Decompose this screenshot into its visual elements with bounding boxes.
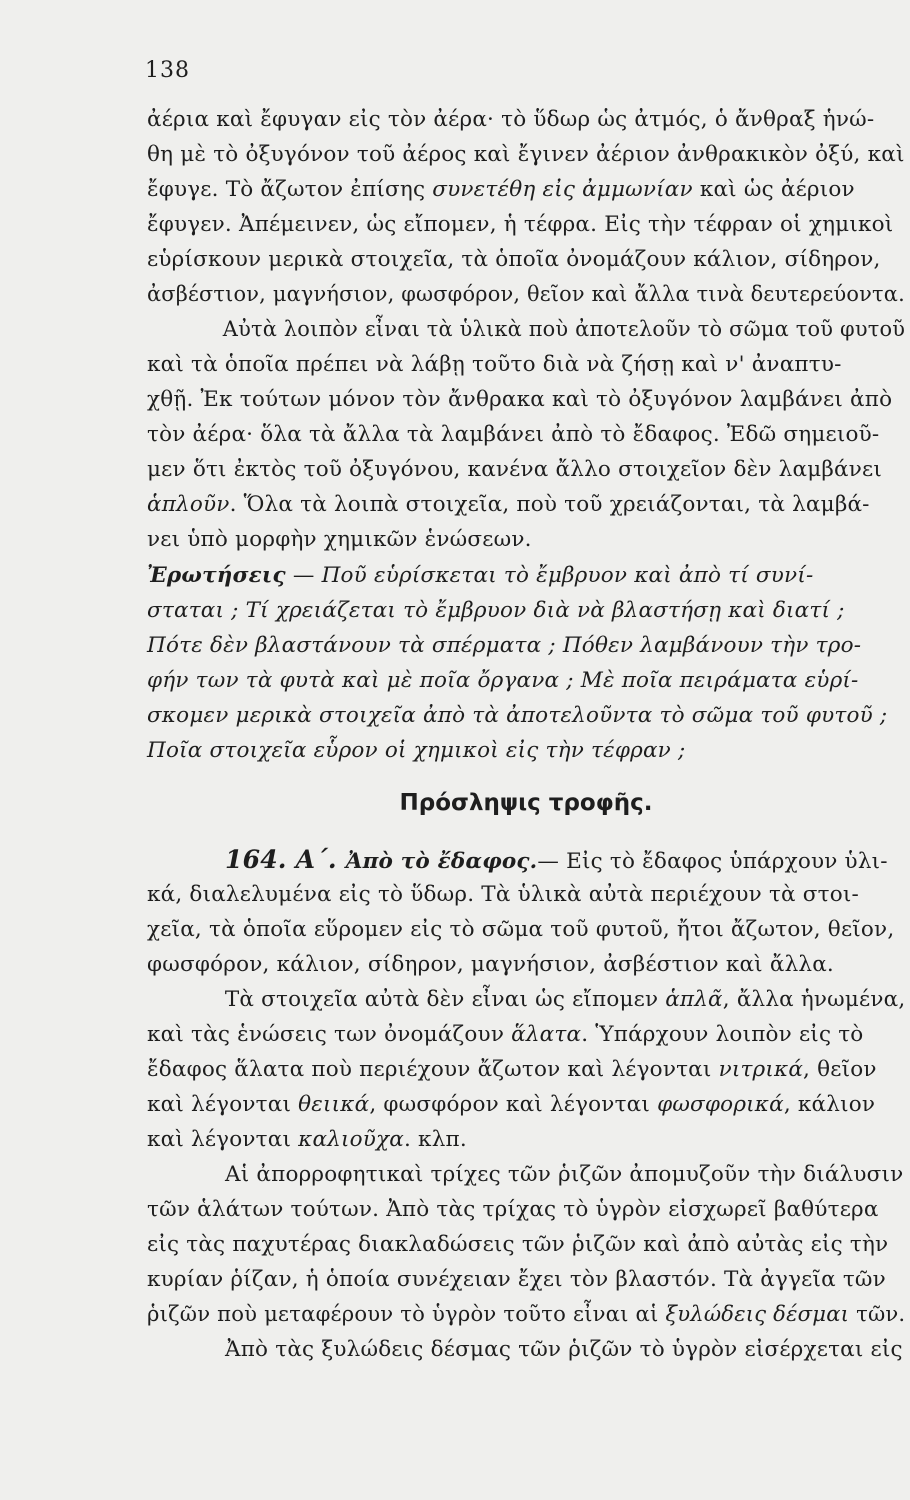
text-line: χεῖα, τὰ ὁποῖα εὕρομεν εἰς τὸ σῶμα τοῦ φυτοῦ, ἤτοι ἄζωτον, θεῖον, (147, 917, 895, 942)
questions-line: Πότε δὲν βλαστάνουν τὰ σπέρματα ; Πόθεν λαμβάνουν τὴν τρο- (147, 633, 862, 658)
text-line: ἔδαφος ἅλατα ποὺ περιέχουν ἄζωτον καὶ λέγονται νιτρικά, θεῖον (147, 1057, 877, 1082)
questions-label: Ἐρωτήσεις (147, 563, 286, 588)
text-line: καὶ λέγονται καλιοῦχα. κλπ. (147, 1127, 467, 1152)
text-line: ἔφυγε. Τὸ ἄζωτον ἐπίσης συνετέθη εἰς ἀμμωνίαν καὶ ὡς ἀέριον (147, 177, 855, 202)
text-line: τὸν ἀέρα· ὅλα τὰ ἄλλα τὰ λαμβάνει ἀπὸ τὸ ἔδαφος. Ἐδῶ σημειοῦ- (147, 422, 880, 447)
text-line: καὶ λέγονται θειικά, φωσφόρον καὶ λέγονται φωσφορικά, κάλιον (147, 1092, 876, 1117)
questions-line: Ἐρωτήσεις — Ποῦ εὑρίσκεται τὸ ἔμβρυον καὶ ἀπὸ τί συνί- (147, 563, 814, 588)
questions-line: σκομεν μερικὰ στοιχεῖα ἀπὸ τὰ ἀποτελοῦντα τὸ σῶμα τοῦ φυτοῦ ; (147, 703, 888, 728)
text-line: Αἱ ἀπορροφητικαὶ τρίχες τῶν ῥιζῶν ἀπομυζοῦν τὴν διάλυσιν (225, 1162, 904, 1187)
text-line: κυρίαν ῥίζαν, ἡ ὁποία συνέχειαν ἔχει τὸν βλαστόν. Τὰ ἀγγεῖα τῶν (147, 1267, 886, 1292)
section-heading: Πρόσληψις τροφῆς. (399, 790, 653, 816)
questions-line: σταται ; Τί χρειάζεται τὸ ἔμβρυον διὰ νὰ βλαστήσῃ καὶ διατί ; (147, 598, 845, 623)
text-line: νει ὑπὸ μορφὴν χημικῶν ἑνώσεων. (147, 527, 532, 552)
text-line: ἁπλοῦν. Ὅλα τὰ λοιπὰ στοιχεῖα, ποὺ τοῦ χρειάζονται, τὰ λαμβά- (147, 492, 870, 517)
text-line: ῥιζῶν ποὺ μεταφέρουν τὸ ὑγρὸν τοῦτο εἶναι αἱ ξυλώδεις δέσμαι τῶν. (147, 1302, 906, 1327)
section-title: Ἀπὸ τὸ ἔδαφος. (345, 849, 538, 874)
text-line: καὶ τὰς ἑνώσεις των ὀνομάζουν ἅλατα. Ὑπάρχουν λοιπὸν εἰς τὸ (147, 1022, 864, 1047)
text-line: φωσφόρον, κάλιον, σίδηρον, μαγνήσιον, ἀσβέστιον καὶ ἄλλα. (147, 952, 834, 977)
text-line: ἀέρια καὶ ἔφυγαν εἰς τὸν ἀέρα· τὸ ὕδωρ ὡς ἀτμός, ὁ ἄνθραξ ἡνώ- (147, 107, 875, 132)
text-line: τῶν ἁλάτων τούτων. Ἀπὸ τὰς τρίχας τὸ ὑγρὸν εἰσχωρεῖ βαθύτερα (147, 1197, 879, 1222)
text-line: εὑρίσκουν μερικὰ στοιχεῖα, τὰ ὁποῖα ὀνομάζουν κάλιον, σίδηρον, (147, 247, 881, 272)
text-line: Ἀπὸ τὰς ξυλώδεις δέσμας τῶν ῥιζῶν τὸ ὑγρὸν εἰσέρχεται εἰς (225, 1337, 903, 1362)
text-line: Αὐτὰ λοιπὸν εἶναι τὰ ὑλικὰ ποὺ ἀποτελοῦν τὸ σῶμα τοῦ φυτοῦ (222, 317, 906, 342)
text-line: χθῇ. Ἐκ τούτων μόνον τὸν ἄνθρακα καὶ τὸ ὀξυγόνον λαμβάνει ἀπὸ (147, 387, 893, 412)
text-line: κά, διαλελυμένα εἰς τὸ ὕδωρ. Τὰ ὑλικὰ αὐτὰ περιέχουν τὰ στοι- (147, 882, 860, 907)
text-line: εἰς τὰς παχυτέρας διακλαδώσεις τῶν ῥιζῶν καὶ ἀπὸ αὐτὰς εἰς τὴν (147, 1232, 889, 1257)
text-line: Τὰ στοιχεῖα αὐτὰ δὲν εἶναι ὡς εἴπομεν ἁπλᾶ, ἄλλα ἡνωμένα, (224, 987, 906, 1012)
page-number: 138 (145, 58, 190, 83)
section-number: 164. Α΄. (225, 845, 346, 874)
text-line: ἔφυγεν. Ἀπέμεινεν, ὡς εἴπομεν, ἡ τέφρα. Εἰς τὴν τέφραν οἱ χημικοὶ (147, 212, 894, 237)
text-line: θη μὲ τὸ ὀξυγόνον τοῦ ἀέρος καὶ ἔγινεν ἀέριον ἀνθρακικὸν ὀξύ, καὶ (147, 142, 905, 167)
questions-line: φήν των τὰ φυτὰ καὶ μὲ ποῖα ὄργανα ; Μὲ ποῖα πειράματα εὑρί- (147, 668, 859, 693)
text-line: ἀσβέστιον, μαγνήσιον, φωσφόρον, θεῖον καὶ ἄλλα τινὰ δευτερεύοντα. (147, 282, 905, 307)
text-line: καὶ τὰ ὁποῖα πρέπει νὰ λάβῃ τοῦτο διὰ νὰ ζήσῃ καὶ ν' ἀναπτυ- (147, 352, 842, 377)
section-164-title-line: 164. Α΄. Ἀπὸ τὸ ἔδαφος.— Εἰς τὸ ἔδαφος ὑπάρχουν ὑλι- (225, 845, 888, 874)
text-line: μεν ὅτι ἐκτὸς τοῦ ὀξυγόνου, κανένα ἄλλο στοιχεῖον δὲν λαμβάνει (147, 457, 882, 482)
questions-line: Ποῖα στοιχεῖα εὗρον οἱ χημικοὶ εἰς τὴν τέφραν ; (147, 738, 686, 763)
